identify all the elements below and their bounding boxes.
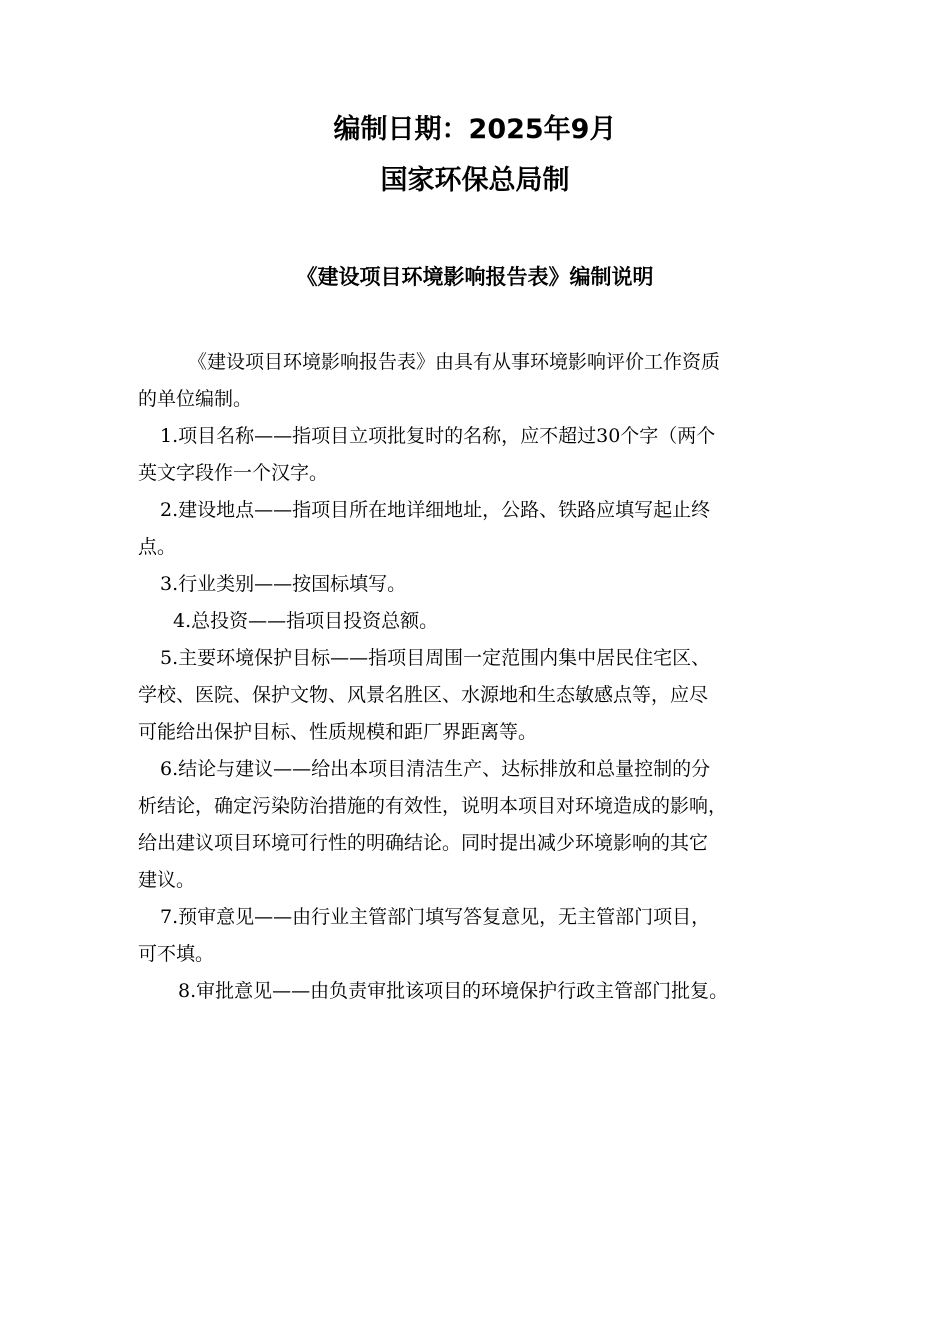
instruction-line: 6.结论与建议——给出本项目清洁生产、达标排放和总量控制的分: [160, 758, 711, 780]
instruction-line: 析结论，确定污染防治措施的有效性，说明本项目对环境造成的影响，: [138, 795, 728, 817]
instruction-line: 《建设项目环境影响报告表》由具有从事环境影响评价工作资质: [188, 351, 721, 373]
instruction-line: 可不填。: [138, 943, 215, 965]
instruction-line: 5.主要环境保护目标——指项目周围一定范围内集中居民住宅区、: [160, 647, 711, 669]
instruction-line: 3.行业类别——按国标填写。: [160, 573, 407, 595]
instruction-line: 1.项目名称——指项目立项批复时的名称，应不超过30个字（两个: [160, 425, 716, 447]
instruction-line: 可能给出保护目标、性质规模和距厂界距离等。: [138, 721, 538, 743]
compile-date: 编制日期：2025年9月: [333, 114, 617, 145]
instruction-line: 英文字段作一个汉字。: [138, 462, 329, 484]
issuing-authority: 国家环保总局制: [380, 165, 570, 196]
instruction-line: 2.建设地点——指项目所在地详细地址，公路、铁路应填写起止终: [160, 499, 711, 521]
instruction-line: 建议。: [138, 869, 196, 891]
section-heading: 《建设项目环境影响报告表》编制说明: [296, 265, 654, 289]
instruction-line: 点。: [138, 536, 177, 558]
instruction-line: 8.审批意见——由负责审批该项目的环境保护行政主管部门批复。: [178, 980, 729, 1002]
instruction-line: 给出建议项目环境可行性的明确结论。同时提出减少环境影响的其它: [138, 832, 709, 854]
instruction-line: 学校、医院、保护文物、风景名胜区、水源地和生态敏感点等，应尽: [138, 684, 709, 706]
instruction-line: 7.预审意见——由行业主管部门填写答复意见，无主管部门项目，: [160, 906, 711, 928]
instruction-line: 4.总投资——指项目投资总额。: [173, 610, 439, 632]
instruction-line: 的单位编制。: [138, 388, 253, 410]
